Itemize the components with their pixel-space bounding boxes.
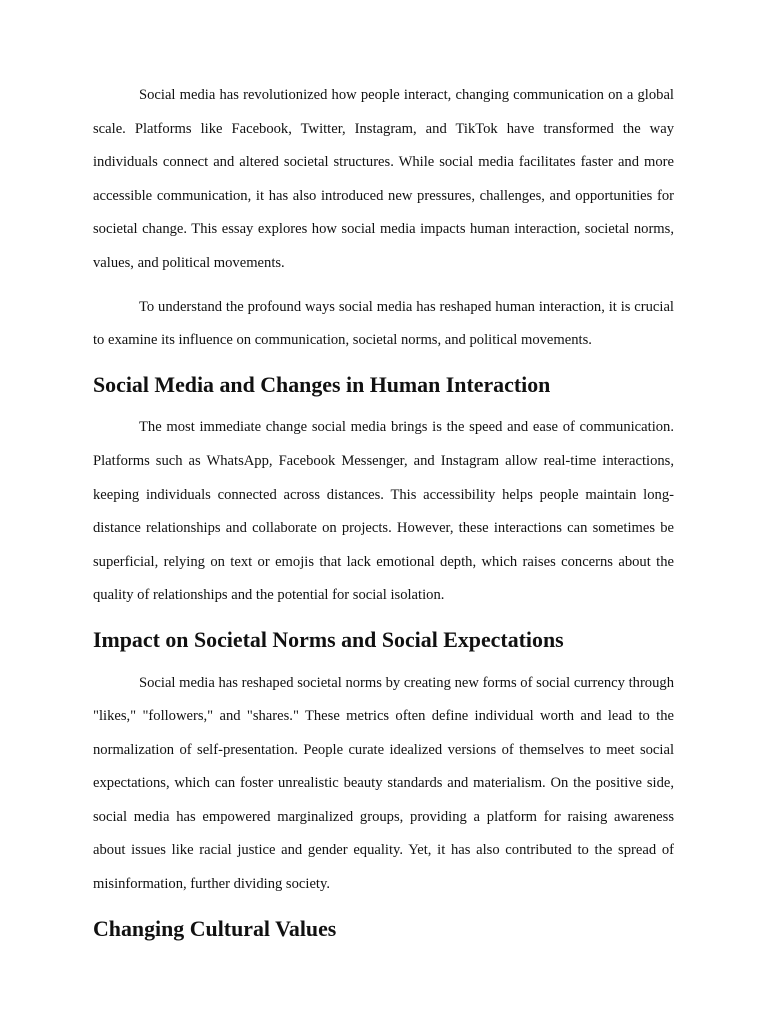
section-heading-human-interaction: Social Media and Changes in Human Interaction: [93, 371, 551, 397]
paragraph-gap: [93, 358, 674, 368]
section-paragraph-human-interaction: The most immediate change social media brings is the speed and ease of communication. Platforms such as WhatsApp, Facebook Messenger, and Instagram allow real-time interactions, keeping individuals connected across distances. This accessibility helps people maintain long-distance relationships and collaborate on projects. However, these interactions can sometimes be superficial, relying on text or emojis that lack emotional depth, which raises concerns about the quality of relationships and the potential for social isolation.: [93, 419, 674, 604]
section-paragraph-societal-norms: Social media has reshaped societal norms by creating new forms of social currency through "likes," "followers," and "shares." These metrics often define individual worth and lead to the normalization of self-presentation. People curate idealized versions of themselves to meet social expectations, which can foster unrealistic beauty standards and materialism. On the positive side, social media has empowered marginalized groups, providing a platform for raising awareness about issues like racial justice and gender equality. Yet, it has also contributed to the spread of misinformation, further dividing society.: [93, 674, 674, 893]
section-heading-societal-norms: Impact on Societal Norms and Social Expectations: [93, 626, 564, 652]
paragraph-gap: [93, 281, 674, 291]
section-heading-cultural-values: Changing Cultural Values: [93, 915, 337, 941]
paragraph-gap: [93, 613, 674, 623]
paragraph-gap: [93, 902, 674, 912]
intro-paragraph-1: Social media has revolutionized how people interact, changing communication on a global scale. Platforms like Facebook, Twitter, Instagram, and TikTok have transformed the way individuals connect and altered societal structures. While social media facilitates faster and more accessible communication, it has also introduced new pressures, challenges, and opportunities for societal change. This essay explores how social media impacts human interaction, societal norms, values, and political movements.: [93, 87, 674, 271]
document-page: [93, 79, 674, 955]
intro-paragraph-2: To understand the profound ways social media has reshaped human interaction, it is crucial to examine its influence on communication, societal norms, and political movements.: [93, 298, 674, 349]
